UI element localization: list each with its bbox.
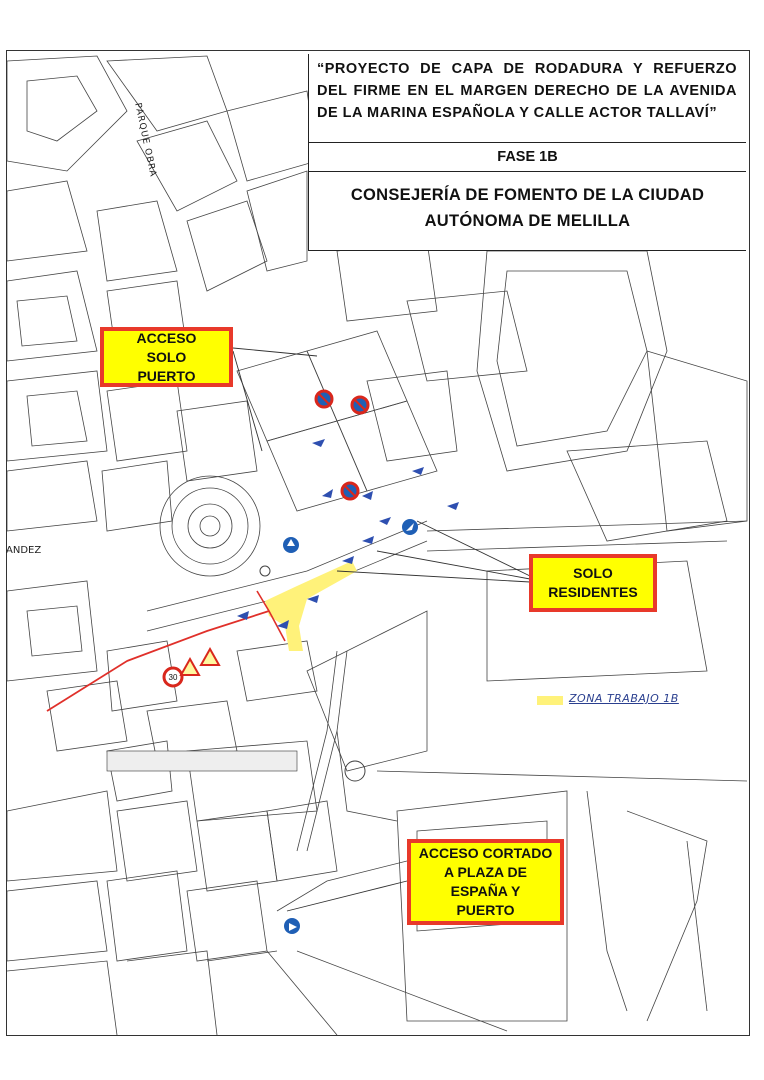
authority-line-1: CONSEJERÍA DE FOMENTO DE LA CIUDAD bbox=[350, 186, 705, 204]
warning-sign-1 bbox=[181, 659, 199, 675]
no-parking-sign-1 bbox=[316, 391, 332, 407]
no-parking-sign-2 bbox=[352, 397, 368, 413]
street-label-parque: PARQUE OBRA bbox=[132, 102, 158, 179]
svg-text:30: 30 bbox=[168, 673, 178, 682]
mandatory-direction-sign-2 bbox=[402, 519, 418, 535]
work-zone bbox=[265, 561, 357, 651]
warning-sign-2 bbox=[201, 649, 219, 665]
label-acceso-solo-puerto: ACCESO SOLO PUERTO bbox=[100, 327, 233, 387]
title-block bbox=[308, 54, 746, 251]
phase-label: FASE 1B bbox=[309, 142, 746, 172]
no-parking-sign-3 bbox=[342, 483, 358, 499]
legend-label-work-zone: ZONA TRABAJO 1B bbox=[569, 692, 679, 705]
street-label-andez: ANDEZ bbox=[6, 545, 42, 556]
legend bbox=[537, 692, 697, 714]
leader-lines bbox=[233, 348, 530, 911]
authority-line-2: AUTÓNOMA DE MELILLA bbox=[424, 212, 631, 230]
authority bbox=[309, 182, 746, 234]
roundabout-marker bbox=[260, 566, 270, 576]
label-acceso-cortado: ACCESO CORTADO A PLAZA DE ESPAÑA Y PUERTO bbox=[407, 839, 564, 925]
mandatory-direction-sign-3 bbox=[284, 918, 300, 934]
red-route-line bbox=[47, 611, 269, 711]
building-row bbox=[107, 751, 297, 771]
label-solo-residentes: SOLO RESIDENTES bbox=[529, 554, 657, 612]
mandatory-direction-sign-1 bbox=[283, 537, 299, 553]
legend-swatch-work-zone bbox=[537, 696, 563, 705]
speed-limit-sign bbox=[164, 668, 182, 686]
project-title: “PROYECTO DE CAPA DE RODADURA Y REFUERZO DEL FIRME EN EL MARGEN DERECHO DE LA AVENIDA DE LA MARINA ESPAÑOLA Y CALLE ACTOR TALLAVÍ” bbox=[317, 61, 737, 121]
